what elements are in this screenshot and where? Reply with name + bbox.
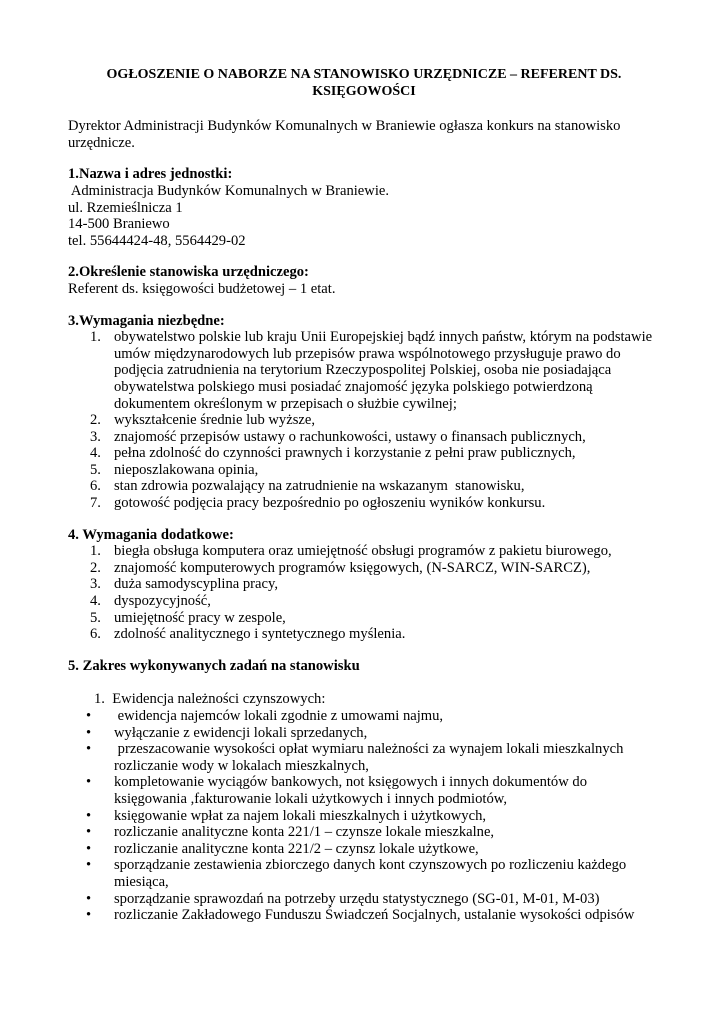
bullet-icon: • <box>86 840 92 857</box>
list-number: 5. <box>90 609 101 626</box>
section-2-heading: 2.Określenie stanowiska urzędniczego: <box>68 264 309 281</box>
list-item-text: dyspozycyjność, <box>114 593 211 610</box>
list-item <box>86 824 660 841</box>
list-item <box>90 626 660 643</box>
list-item-text: znajomość komputerowych programów księgowych, (N-SARCZ, WIN-SARCZ), <box>114 559 591 576</box>
bullet-icon: • <box>86 708 92 724</box>
list-item-text: gotowość podjęcia pracy bezpośrednio po ogłoszeniu wyników konkursu. <box>114 495 546 512</box>
list-item-text: nieposzlakowana opinia, <box>114 461 259 478</box>
list-item-text: sporządzanie zestawienia zbiorczego danych kont czynszowych po rozliczeniu każdego miesiąca, <box>114 857 627 890</box>
list-number: 2. <box>90 559 101 576</box>
list-number: 3. <box>90 428 101 445</box>
list-item-text: kompletowanie wyciągów bankowych, not księgowych i innych dokumentów do księgowania ,fakturowanie lokali użytkowych i innych podmiotów, <box>114 774 587 807</box>
section-1-heading: 1.Nazwa i adres jednostki: <box>68 166 233 183</box>
bullet-icon: • <box>86 774 92 791</box>
list-item <box>86 907 660 924</box>
document-page <box>68 0 660 924</box>
list-item-text: biegła obsługa komputera oraz umiejętność obsługi programów z pakietu biurowego, <box>114 543 612 560</box>
list-number: 5. <box>90 461 101 478</box>
bullet-icon: • <box>86 907 92 924</box>
list-number: 7. <box>90 495 101 512</box>
subsection-title: Ewidencja należności czynszowych: <box>112 691 326 708</box>
list-item <box>90 461 660 479</box>
list-item-text: stan zdrowia pozwalający na zatrudnienie na wskazanym stanowisku, <box>114 478 525 495</box>
list-item-text: rozliczanie analityczne konta 221/2 – czynsz lokale użytkowe, <box>114 840 479 857</box>
position-text: Referent ds. księgowości budżetowej – 1 etat. <box>68 280 336 297</box>
list-item <box>86 708 660 725</box>
section-4-heading: 4. Wymagania dodatkowe: <box>68 526 234 543</box>
list-item-text: duża samodyscyplina pracy, <box>114 576 278 593</box>
list-number: 1. <box>90 329 101 346</box>
duties-list <box>68 708 660 924</box>
bullet-icon: • <box>86 890 92 907</box>
list-number: 1. <box>90 543 101 560</box>
list-item-text: zdolność analitycznego i syntetycznego myślenia. <box>114 626 406 643</box>
list-item-text: pełna zdolność do czynności prawnych i korzystanie z pełni praw publicznych, <box>114 445 576 462</box>
list-number: 4. <box>90 445 101 462</box>
list-item <box>90 428 660 446</box>
list-number: 6. <box>90 478 101 495</box>
list-item <box>86 774 660 807</box>
subsection-number: 1. <box>94 691 105 708</box>
bullet-icon: • <box>86 857 92 874</box>
list-number: 6. <box>90 626 101 643</box>
section-2 <box>68 264 660 297</box>
list-item-text: sporządzanie sprawozdań na potrzeby urzędu statystycznego (SG-01, M-01, M-03) <box>114 890 600 907</box>
list-item <box>90 543 660 560</box>
list-number: 2. <box>90 412 101 429</box>
section-5 <box>68 658 660 924</box>
section-1 <box>68 166 660 249</box>
list-item <box>90 329 660 412</box>
list-item <box>90 559 660 577</box>
bullet-icon: • <box>86 824 92 841</box>
list-item <box>90 412 660 429</box>
list-item-text: przeszacowanie wysokości opłat wymiaru należności za wynajem lokali mieszkalnych rozliczanie wody w lokalach mieszkalnych, <box>114 741 628 774</box>
list-item-text: wykształcenie średnie lub wyższe, <box>114 412 315 429</box>
list-item <box>90 445 660 462</box>
list-number: 3. <box>90 576 101 593</box>
address-line: Administracja Budynków Komunalnych w Braniewie. <box>68 182 390 199</box>
list-item <box>90 576 660 593</box>
bullet-icon: • <box>86 807 92 824</box>
list-item-text: wyłączanie z ewidencji lokali sprzedanych, <box>114 724 368 741</box>
list-item-text: znajomość przepisów ustawy o rachunkowości, ustawy o finansach publicznych, <box>114 428 586 445</box>
list-item-text: obywatelstwo polskie lub kraju Unii Europejskiej bądź innych państw, którym na podstawie umów międzynarodowych lub przepisów prawa wspólnotowego przysługuje prawo do podjęcia zatrudnienia na terytorium Rzeczypospolitej Polskiej, osoba nie posiadająca obywatelstwa polskiego musi posiadać znajomość języka polskiego potwierdzoną dokumentem określonym w przepisach o służbie cywilnej; <box>114 329 653 412</box>
bullet-icon: • <box>86 724 92 741</box>
list-item-text: rozliczanie analityczne konta 221/1 – czynsze lokale mieszkalne, <box>114 824 495 841</box>
address-line: ul. Rzemieślnicza 1 <box>68 199 183 216</box>
list-item-text: rozliczanie Zakładowego Funduszu Świadczeń Socjalnych, ustalanie wysokości odpisów <box>114 907 635 924</box>
list-item <box>90 495 660 512</box>
list-number: 4. <box>90 593 101 610</box>
section-3 <box>68 313 660 512</box>
list-item <box>90 593 660 610</box>
document-title: OGŁOSZENIE O NABORZE NA STANOWISKO URZĘDNICZE – REFERENT DS. KSIĘGOWOŚCI <box>106 67 622 99</box>
list-item <box>90 478 660 495</box>
subsection-heading <box>68 691 660 708</box>
list-item <box>86 840 660 858</box>
list-item <box>86 741 660 774</box>
list-item <box>86 724 660 742</box>
list-item <box>86 890 660 908</box>
section-3-heading: 3.Wymagania niezbędne: <box>68 312 225 329</box>
intro-paragraph: Dyrektor Administracji Budynków Komunalnych w Braniewie ogłasza konkurs na stanowisko urzędnicze. <box>68 118 621 151</box>
address-line: 14-500 Braniewo <box>68 216 170 233</box>
list-item <box>86 807 660 825</box>
bullet-icon: • <box>86 741 92 758</box>
list-item-text: ewidencja najemców lokali zgodnie z umowami najmu, <box>114 708 444 724</box>
list-item <box>86 857 660 890</box>
list-item-text: umiejętność pracy w zespole, <box>114 609 286 626</box>
list-item <box>90 609 660 627</box>
list-item-text: księgowanie wpłat za najem lokali mieszkalnych i użytkowych, <box>114 807 487 824</box>
additional-list <box>68 543 660 643</box>
section-4 <box>68 527 660 643</box>
section-5-heading: 5. Zakres wykonywanych zadań na stanowisku <box>68 657 360 674</box>
required-list <box>68 329 660 512</box>
address-line: tel. 55644424-48, 5564429-02 <box>68 232 246 249</box>
